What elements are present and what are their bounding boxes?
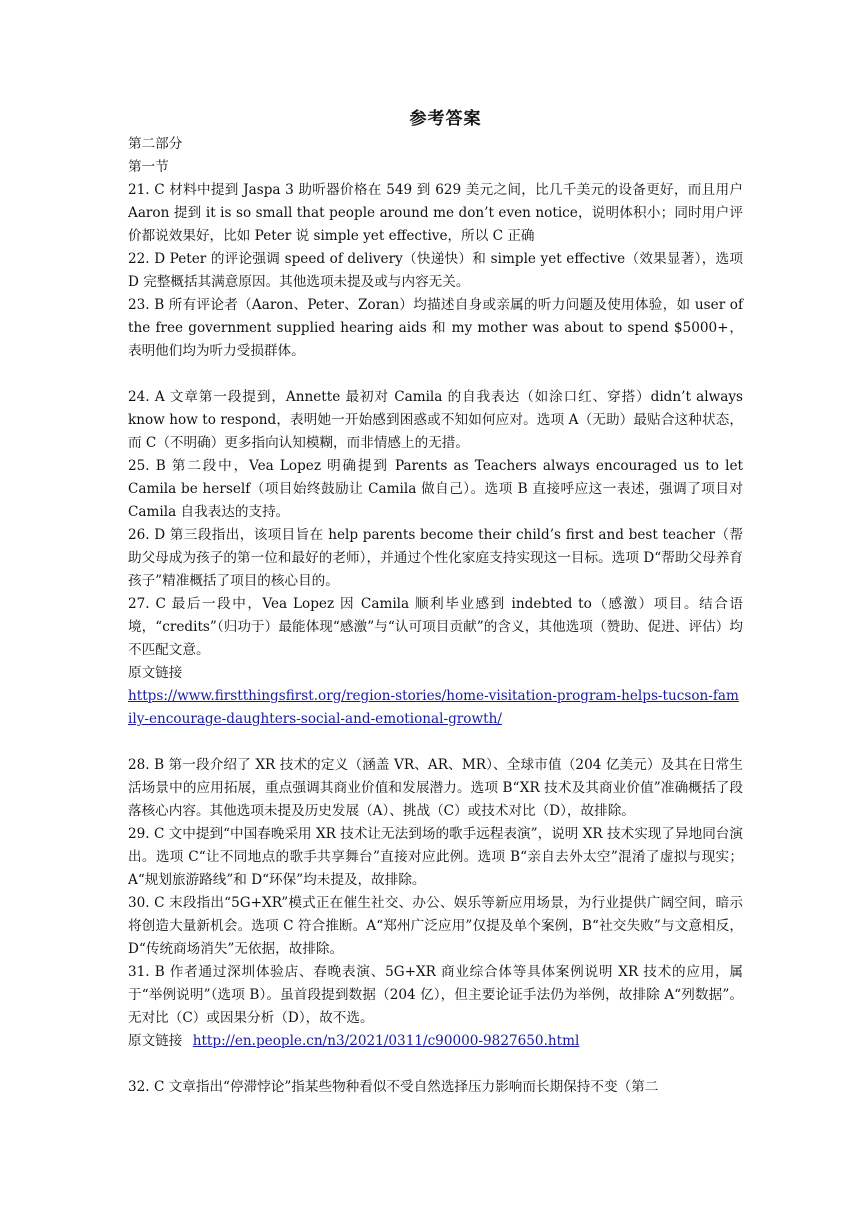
answer-32: 32. C 文章指出“停滞悖论”指某些物种看似不受自然选择压力影响而长期保持不变（第二: [128, 1079, 659, 1095]
answer-29: 29. C 文中提到“中国春晚采用 XR 技术让无法到场的歌手远程表演”，说明 XR 技术实现了异地同台演出。选项 C“让不同地点的歌手共享舞台”直接对应此例。选项 B“亲自去外太空”混淆了虚拟与现实；A“规划旅游路线”和 D“环保”均未提及，故排除。: [128, 826, 743, 888]
spacer: [128, 363, 743, 386]
spacer: [128, 1053, 743, 1076]
answer-28: 28. B 第一段介绍了 XR 技术的定义（涵盖 VR、AR、MR）、全球市值（204 亿美元）及其在日常生活场景中的应用拓展，重点强调其商业价值和发展潜力。选项 B“XR 技术及其商业价值”准确概括了段落核心内容。其他选项未提及历史发展（A）、挑战（C）或技术对比（D），故排除。: [128, 757, 743, 819]
answer-30: 30. C 末段指出“5G+XR”模式正在催生社交、办公、娱乐等新应用场景，为行业提供广阔空间，暗示将创造大量新机会。选项 C 符合推断。A“郑州广泛应用”仅提及单个案例，B“社交失败”与文意相反，D“传统商场消失”无依据，故排除。: [128, 895, 743, 957]
answer-25: 25. B 第二段中，Vea Lopez 明确提到 Parents as Teachers always encouraged us to let Camila be herself（项目始终鼓励让 Camila 做自己）。选项 B 直接呼应这一表述，强调了项目对 Camila 自我表达的支持。: [128, 458, 743, 520]
answer-27: 27. C 最后一段中，Vea Lopez 因 Camila 顺利毕业感到 indebted to（感激）项目。结合语境，“credits”（归功于）最能体现“感激”与“认可项目贡献”的含义，其他选项（赞助、促进、评估）均不匹配文意。: [128, 596, 743, 658]
source-link[interactable]: https://www.firstthingsfirst.org/region-stories/home-visitation-program-helps-tucson-family-encourage-daughters-social-and-emotional-growth/: [128, 688, 739, 727]
page-title: 参考答案: [409, 109, 482, 129]
answer-26: 26. D 第三段指出，该项目旨在 help parents become their child’s first and best teacher（帮助父母成为孩子的第一位和最好的老师），并通过个性化家庭支持实现这一目标。选项 D“帮助父母养育孩子”精准概括了项目的核心目的。: [128, 527, 743, 589]
answer-21: 21. C 材料中提到 Jaspa 3 助听器价格在 549 到 629 美元之间，比几千美元的设备更好，而且用户 Aaron 提到 it is so small that people around me don’t even notice，说明体积小；同时用户评价都说效果好，比如 Peter 说 simple yet effective，所以 C 正确: [128, 182, 743, 244]
answer-22: 22. D Peter 的评论强调 speed of delivery（快递快）和 simple yet effective（效果显著），选项 D 完整概括其满意原因。其他选项未提及或与内容无关。: [128, 251, 743, 290]
answer-31: 31. B 作者通过深圳体验店、春晚表演、5G+XR 商业综合体等具体案例说明 XR 技术的应用，属于“举例说明”（选项 B）。虽首段提到数据（204 亿），但主要论证手法仍为举例，故排除 A“列数据”。无对比（C）或因果分析（D），故不选。: [128, 964, 743, 1026]
answer-page: [128, 104, 743, 1099]
section-heading: 第一节: [128, 159, 169, 175]
source-link[interactable]: http://en.people.cn/n3/2021/0311/c90000-9827650.html: [192, 1033, 580, 1049]
source-label: 原文链接: [128, 1033, 183, 1049]
source-label: 原文链接: [128, 665, 183, 681]
answer-23: 23. B 所有评论者（Aaron、Peter、Zoran）均描述自身或亲属的听力问题及使用体验，如 user of the free government supplied hearing aids 和 my mother was about to spend $5000+，表明他们均为听力受损群体。: [128, 297, 743, 359]
answer-24: 24. A 文章第一段提到，Annette 最初对 Camila 的自我表达（如涂口红、穿搭）didn’t always know how to respond，表明她一开始感到困惑或不知如何应对。选项 A（无助）最贴合这种状态，而 C（不明确）更多指向认知模糊，而非情感上的无措。: [128, 389, 743, 451]
part-heading: 第二部分: [128, 136, 183, 152]
spacer: [128, 731, 743, 754]
